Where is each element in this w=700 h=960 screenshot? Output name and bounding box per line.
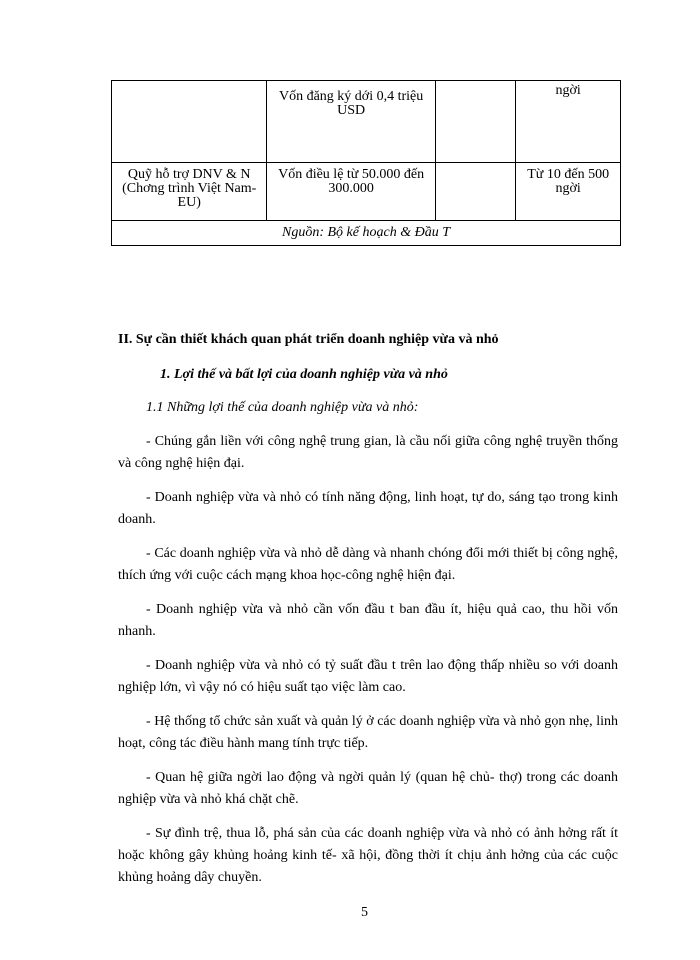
paragraph: - Doanh nghiệp vừa và nhỏ cần vốn đầu t ban đầu ít, hiệu quả cao, thu hồi vốn nhanh. xyxy=(118,602,618,639)
table-cell xyxy=(435,163,516,221)
paragraph: - Hệ thống tổ chức sản xuất và quản lý ở các doanh nghiệp vừa và nhỏ gọn nhẹ, linh hoạt, công tác điều hành mang tính trực tiếp. xyxy=(118,714,618,751)
paragraph: - Chúng gắn liền với công nghệ trung gian, là cầu nối giữa công nghệ truyền thống và công nghệ hiện đại. xyxy=(118,434,618,471)
table-row xyxy=(112,81,621,163)
table-cell xyxy=(435,81,516,163)
paragraph: - Sự đình trệ, thua lỗ, phá sản của các doanh nghiệp vừa và nhỏ có ảnh hởng rất ít hoặc không gây khủng hoảng kinh tế- xã hội, đồng thời ít chịu ảnh hởng của các cuộc khủng hoảng dây chuyền. xyxy=(118,826,618,885)
table-cell: Vốn điều lệ từ 50.000 đến 300.000 xyxy=(267,163,435,221)
table-cell: ngời xyxy=(516,81,621,163)
paragraph: - Quan hệ giữa ngời lao động và ngời quản lý (quan hệ chủ- thợ) trong các doanh nghiệp vừa và nhỏ khá chặt chẽ. xyxy=(118,770,618,807)
table-cell xyxy=(112,81,267,163)
table-cell: Quỹ hỗ trợ DNV & N (Chơng trình Việt Nam- EU) xyxy=(112,163,267,221)
subsubsection-heading: 1.1 Những lợi thế của doanh nghiệp vừa và nhỏ: xyxy=(146,400,419,415)
page-number: 5 xyxy=(361,905,368,920)
paragraph: - Doanh nghiệp vừa và nhỏ có tính năng động, linh hoạt, tự do, sáng tạo trong kinh doanh. xyxy=(118,490,618,527)
statistics-table xyxy=(111,80,621,246)
table-source: Nguồn: Bộ kế hoạch & Đầu T xyxy=(112,221,621,246)
section-heading: II. Sự cần thiết khách quan phát triển doanh nghiệp vừa và nhỏ xyxy=(118,332,499,347)
paragraph: - Các doanh nghiệp vừa và nhỏ dễ dàng và nhanh chóng đổi mới thiết bị công nghệ, thích ứng với cuộc cách mạng khoa học-công nghệ hiện đại. xyxy=(118,546,618,583)
table-cell: Từ 10 đến 500 ngời xyxy=(516,163,621,221)
table-row xyxy=(112,163,621,221)
paragraph: - Doanh nghiệp vừa và nhỏ có tỷ suất đầu t trên lao động thấp nhiều so với doanh nghiệp lớn, vì vậy nó có hiệu suất tạo việc làm cao. xyxy=(118,658,618,695)
subsection-heading: 1. Lợi thế và bất lợi của doanh nghiệp vừa và nhỏ xyxy=(160,367,448,382)
table-source-row xyxy=(112,221,621,246)
table-cell: Vốn đăng ký dới 0,4 triệu USD xyxy=(267,81,435,163)
